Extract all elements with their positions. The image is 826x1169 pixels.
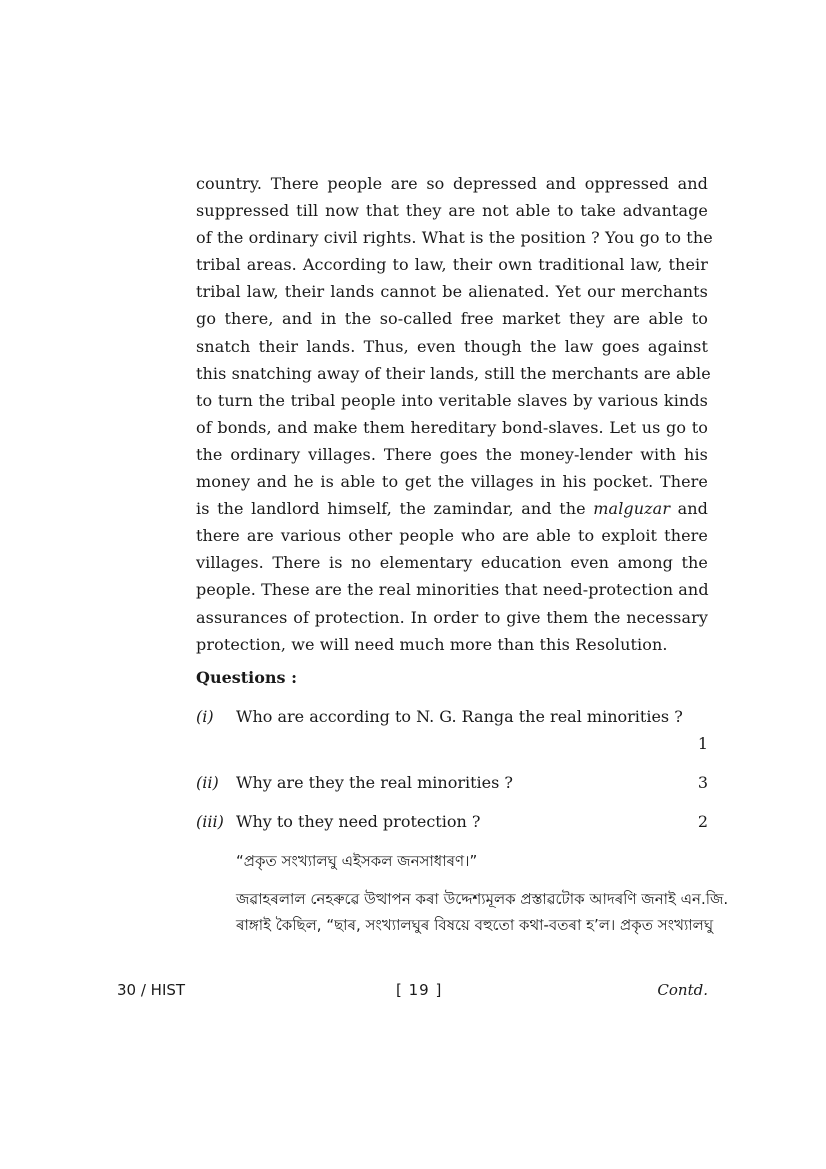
passage-line: suppressed till now that they are not able to take advantage <box>196 201 708 221</box>
question-marks: 3 <box>697 773 708 792</box>
footer-paper-code: 30 / HIST <box>117 981 186 999</box>
passage-line: tribal areas. According to law, their own traditional law, their <box>196 255 708 275</box>
passage-text: and <box>677 499 709 519</box>
assamese-line: ৰাঙ্গাই কৈছিল, “ছাৰ, সংখ্যালঘুৰ বিষয়ে বহুতো কথা-বতৰা হ’ল। প্ৰকৃত সংখ্যালঘু <box>236 916 714 934</box>
passage-line: this snatching away of their lands, still the merchants are able <box>196 363 711 383</box>
question-text: Who are according to N. G. Ranga the real minorities ? <box>236 707 683 726</box>
question-number: (iii) <box>196 812 224 831</box>
passage-text: is the landlord himself, the zamindar, and the <box>196 499 586 519</box>
passage-line: to turn the tribal people into veritable slaves by various kinds <box>196 390 708 410</box>
passage-line: assurances of protection. In order to give them the necessary <box>196 607 708 627</box>
question-marks: 1 <box>697 734 708 753</box>
passage-line: of the ordinary civil rights. What is the position ? You go to the <box>196 228 713 248</box>
assamese-line: জৱাহৰলাল নেহৰুৱে উত্থাপন কৰা উদ্দেশ্যমূলক প্ৰস্তাৱটোক আদৰণি জনাই এন.জি. <box>236 890 729 908</box>
passage <box>196 170 713 658</box>
passage-line-malguzar <box>196 495 708 522</box>
passage-line: go there, and in the so-called free market they are able to <box>196 309 708 329</box>
question-number: (ii) <box>196 773 219 792</box>
passage-line: protection, we will need much more than this Resolution. <box>196 634 668 654</box>
question-text: Why are they the real minorities ? <box>236 773 513 792</box>
question-item <box>196 812 708 834</box>
questions-heading: Questions : <box>196 668 298 687</box>
footer-page-number: [ 19 ] <box>396 981 443 999</box>
question-item <box>196 707 708 757</box>
passage-line: there are various other people who are able to exploit there <box>196 526 708 546</box>
passage-line: money and he is able to get the villages in his pocket. There <box>196 472 708 492</box>
question-text: Why to they need protection ? <box>236 812 481 831</box>
passage-line: people. These are the real minorities that need-protection and <box>196 580 709 600</box>
passage-line: of bonds, and make them hereditary bond-slaves. Let us go to <box>196 417 708 437</box>
passage-italic-term: malguzar <box>593 499 671 519</box>
question-marks: 2 <box>697 812 708 831</box>
passage-line: snatch their lands. Thus, even though the law goes against <box>196 336 708 356</box>
footer-continued: Contd. <box>657 981 708 999</box>
passage-line: country. There people are so depressed and oppressed and <box>196 174 708 193</box>
question-number: (i) <box>196 707 214 726</box>
passage-line: villages. There is no elementary education even among the <box>196 553 708 573</box>
question-item <box>196 773 708 795</box>
passage-line: the ordinary villages. There goes the money-lender with his <box>196 444 708 464</box>
passage-line: tribal law, their lands cannot be alienated. Yet our merchants <box>196 282 708 302</box>
assamese-title: “প্ৰকৃত সংখ্যালঘু এইসকল জনসাধাৰণ।” <box>236 852 478 870</box>
